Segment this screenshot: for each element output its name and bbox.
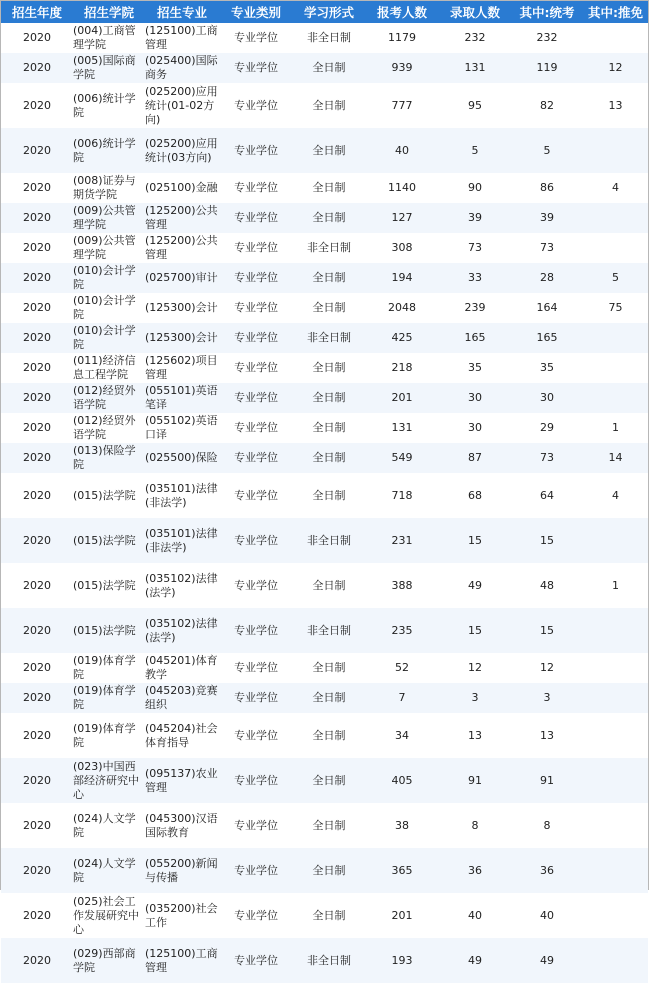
- cell-college: (015)法学院: [73, 488, 136, 502]
- cell-category: 专业学位: [234, 361, 278, 374]
- table-row: [1, 518, 648, 563]
- cell-category: 专业学位: [219, 53, 293, 83]
- cell-major: (045204)社会体育指导: [145, 721, 218, 749]
- cell-recommended: [583, 128, 648, 173]
- cell-study-mode: 全日制: [293, 683, 365, 713]
- cell-unified-exam: 28: [511, 263, 583, 293]
- cell-admitted: 12: [468, 661, 482, 674]
- cell-college: (023)中国西部经济研究中心: [73, 758, 145, 803]
- cell-applicants: 425: [365, 323, 439, 353]
- cell-applicants: 40: [365, 128, 439, 173]
- header-major: 招生专业: [145, 1, 219, 23]
- cell-admitted: 30: [439, 383, 511, 413]
- cell-recommended: [583, 683, 648, 713]
- cell-college: (024)人文学院: [73, 811, 136, 839]
- cell-applicants: 131: [391, 421, 413, 434]
- cell-year: 2020: [23, 361, 51, 374]
- cell-college: (012)经贸外语学院: [73, 414, 136, 441]
- cell-recommended: [583, 518, 648, 563]
- cell-year: 2020: [23, 301, 51, 314]
- cell-study-mode: 全日制: [293, 383, 365, 413]
- cell-recommended: 12: [583, 53, 648, 83]
- cell-unified-exam: 164: [536, 301, 558, 314]
- cell-unified-exam: 8: [543, 818, 551, 832]
- cell-year: 2020: [23, 728, 51, 742]
- cell-study-mode: 非全日制: [293, 938, 365, 983]
- cell-category: 专业学位: [234, 818, 278, 832]
- cell-year: 2020: [1, 518, 73, 563]
- cell-major: (055102)英语口译: [145, 414, 218, 441]
- table-row: [1, 473, 648, 518]
- cell-major: (035101)法律(非法学): [145, 481, 218, 509]
- cell-applicants: 718: [391, 488, 413, 502]
- cell-college: (010)会计学院: [73, 263, 145, 293]
- cell-category: 专业学位: [219, 263, 293, 293]
- cell-college: (011)经济信息工程学院: [73, 354, 136, 381]
- cell-study-mode: 全日制: [312, 181, 346, 194]
- cell-admitted: 90: [468, 181, 482, 194]
- cell-recommended: [583, 23, 648, 53]
- cell-college: (006)统计学院: [73, 91, 136, 119]
- cell-major: (025400)国际商务: [145, 54, 218, 81]
- cell-applicants: 388: [391, 578, 413, 592]
- cell-unified-exam: 82: [540, 98, 554, 112]
- table-row: [1, 83, 648, 128]
- cell-admitted: 35: [468, 361, 482, 374]
- cell-study-mode: 全日制: [312, 488, 346, 502]
- admission-table: [1, 1, 648, 983]
- cell-applicants: 365: [365, 848, 439, 893]
- cell-category: 专业学位: [219, 128, 293, 173]
- cell-year: 2020: [1, 203, 73, 233]
- cell-recommended: [583, 758, 648, 803]
- cell-admitted: 95: [468, 98, 482, 112]
- cell-year: 2020: [23, 181, 51, 194]
- cell-major: (035101)法律(非法学): [145, 518, 219, 563]
- table-row: [1, 203, 648, 233]
- cell-category: 专业学位: [219, 608, 293, 653]
- cell-recommended: [583, 323, 648, 353]
- header-admitted: 录取人数: [439, 1, 511, 23]
- cell-admitted: 68: [468, 488, 482, 502]
- cell-year: 2020: [23, 488, 51, 502]
- cell-category: 专业学位: [219, 323, 293, 353]
- cell-year: 2020: [1, 383, 73, 413]
- cell-study-mode: 全日制: [293, 443, 365, 473]
- cell-unified-exam: 12: [540, 661, 554, 674]
- table-row: [1, 683, 648, 713]
- cell-category: 专业学位: [219, 443, 293, 473]
- cell-year: 2020: [23, 421, 51, 434]
- cell-category: 专业学位: [234, 31, 278, 44]
- cell-college: (019)体育学院: [73, 721, 136, 749]
- cell-unified-exam: 39: [511, 203, 583, 233]
- cell-applicants: 34: [395, 728, 409, 742]
- cell-unified-exam: 119: [511, 53, 583, 83]
- table-row: [1, 383, 648, 413]
- cell-study-mode: 非全日制: [293, 608, 365, 653]
- cell-college: (010)会计学院: [73, 294, 136, 321]
- cell-category: 专业学位: [234, 661, 278, 674]
- cell-applicants: 194: [365, 263, 439, 293]
- cell-recommended: 1: [612, 578, 619, 592]
- cell-study-mode: 全日制: [293, 758, 365, 803]
- cell-college: (019)体育学院: [73, 654, 136, 681]
- cell-college: (012)经贸外语学院: [73, 383, 145, 413]
- cell-category: 专业学位: [219, 683, 293, 713]
- cell-applicants: 1140: [388, 181, 416, 194]
- cell-major: (025500)保险: [145, 443, 219, 473]
- cell-study-mode: 全日制: [293, 263, 365, 293]
- cell-admitted: 131: [439, 53, 511, 83]
- cell-study-mode: 全日制: [293, 53, 365, 83]
- cell-admitted: 36: [439, 848, 511, 893]
- cell-college: (015)法学院: [73, 608, 145, 653]
- cell-applicants: 38: [395, 818, 409, 832]
- cell-year: 2020: [1, 53, 73, 83]
- cell-admitted: 15: [439, 518, 511, 563]
- table-row: [1, 713, 648, 758]
- cell-admitted: 13: [468, 728, 482, 742]
- cell-major: (035200)社会工作: [145, 901, 218, 929]
- cell-admitted: 232: [464, 31, 486, 44]
- cell-study-mode: 全日制: [312, 818, 346, 832]
- cell-major: (095137)农业管理: [145, 758, 219, 803]
- cell-major: (025100)金融: [145, 181, 218, 194]
- cell-major: (025200)应用统计(01-02方向): [145, 84, 218, 126]
- cell-applicants: 52: [395, 661, 409, 674]
- cell-college: (008)证券与期货学院: [73, 174, 136, 201]
- cell-recommended: 4: [612, 181, 619, 194]
- cell-study-mode: 全日制: [312, 908, 346, 922]
- cell-category: 专业学位: [234, 181, 278, 194]
- cell-applicants: 549: [365, 443, 439, 473]
- cell-year: 2020: [23, 818, 51, 832]
- cell-major: (125200)公共管理: [145, 234, 218, 261]
- cell-recommended: 4: [612, 488, 619, 502]
- table-row: [1, 413, 648, 443]
- cell-major: (025200)应用统计(03方向): [145, 128, 219, 173]
- cell-year: 2020: [23, 241, 51, 254]
- cell-college: (015)法学院: [73, 578, 136, 592]
- cell-recommended: [583, 803, 648, 848]
- cell-applicants: 1179: [388, 31, 416, 44]
- cell-major: (125300)会计: [145, 301, 218, 314]
- cell-admitted: 39: [439, 203, 511, 233]
- cell-unified-exam: 91: [511, 758, 583, 803]
- cell-recommended: [583, 653, 648, 683]
- cell-recommended: 14: [583, 443, 648, 473]
- cell-study-mode: 非全日制: [307, 241, 351, 254]
- cell-applicants: 201: [391, 908, 413, 922]
- cell-admitted: 30: [468, 421, 482, 434]
- cell-year: 2020: [1, 683, 73, 713]
- cell-unified-exam: 36: [511, 848, 583, 893]
- cell-unified-exam: 165: [511, 323, 583, 353]
- cell-admitted: 73: [468, 241, 482, 254]
- cell-applicants: 405: [365, 758, 439, 803]
- cell-category: 专业学位: [219, 938, 293, 983]
- cell-study-mode: 非全日制: [293, 323, 365, 353]
- cell-major: (125300)会计: [145, 323, 219, 353]
- cell-major: (045300)汉语国际教育: [145, 811, 218, 839]
- cell-category: 专业学位: [219, 203, 293, 233]
- header-applicants: 报考人数: [365, 1, 439, 23]
- cell-college: (009)公共管理学院: [73, 203, 145, 233]
- cell-category: 专业学位: [219, 758, 293, 803]
- cell-college: (013)保险学院: [73, 443, 145, 473]
- cell-category: 专业学位: [234, 578, 278, 592]
- header-category: 专业类别: [219, 1, 293, 23]
- cell-admitted: 49: [439, 938, 511, 983]
- table-row: [1, 443, 648, 473]
- cell-category: 专业学位: [219, 518, 293, 563]
- cell-recommended: [583, 233, 648, 263]
- header-study-mode: 学习形式: [293, 1, 365, 23]
- cell-unified-exam: 64: [540, 488, 554, 502]
- cell-year: 2020: [23, 31, 51, 44]
- header-college: 招生学院: [73, 1, 145, 23]
- cell-year: 2020: [23, 98, 51, 112]
- cell-major: (045201)体育教学: [145, 654, 218, 681]
- cell-admitted: 8: [471, 818, 479, 832]
- cell-admitted: 165: [439, 323, 511, 353]
- table-row: [1, 23, 648, 53]
- cell-recommended: 1: [612, 421, 619, 434]
- cell-applicants: 308: [391, 241, 413, 254]
- cell-unified-exam: 49: [511, 938, 583, 983]
- cell-applicants: 201: [365, 383, 439, 413]
- cell-unified-exam: 73: [511, 443, 583, 473]
- cell-category: 专业学位: [234, 728, 278, 742]
- cell-admitted: 91: [439, 758, 511, 803]
- cell-applicants: 127: [365, 203, 439, 233]
- cell-study-mode: 全日制: [312, 578, 346, 592]
- cell-unified-exam: 13: [540, 728, 554, 742]
- cell-recommended: [583, 893, 648, 938]
- cell-year: 2020: [1, 608, 73, 653]
- cell-applicants: 235: [365, 608, 439, 653]
- table-row: [1, 608, 648, 653]
- table-row: [1, 848, 648, 893]
- cell-unified-exam: 86: [540, 181, 554, 194]
- cell-college: (009)公共管理学院: [73, 234, 136, 261]
- table-row: [1, 233, 648, 263]
- cell-college: (025)社会工作发展研究中心: [73, 894, 139, 936]
- cell-unified-exam: 5: [511, 128, 583, 173]
- cell-study-mode: 全日制: [312, 98, 346, 112]
- table-row: [1, 893, 648, 938]
- table-row: [1, 53, 648, 83]
- cell-study-mode: 全日制: [312, 728, 346, 742]
- cell-year: 2020: [1, 263, 73, 293]
- cell-major: (125602)项目管理: [145, 354, 218, 381]
- cell-admitted: 87: [439, 443, 511, 473]
- cell-major: (055200)新闻与传播: [145, 848, 219, 893]
- cell-applicants: 777: [391, 98, 413, 112]
- cell-year: 2020: [1, 323, 73, 353]
- cell-college: (029)西部商学院: [73, 938, 145, 983]
- cell-category: 专业学位: [234, 241, 278, 254]
- cell-year: 2020: [1, 128, 73, 173]
- cell-recommended: [583, 608, 648, 653]
- cell-year: 2020: [23, 908, 51, 922]
- cell-college: (015)法学院: [73, 518, 145, 563]
- header-unified-exam: 其中:统考: [511, 1, 583, 23]
- table-row: [1, 563, 648, 608]
- table-row: [1, 353, 648, 383]
- cell-recommended: 13: [608, 98, 623, 112]
- table-body: [1, 23, 648, 983]
- table-row: [1, 653, 648, 683]
- cell-applicants: 231: [365, 518, 439, 563]
- cell-recommended: [583, 203, 648, 233]
- cell-study-mode: 非全日制: [307, 31, 351, 44]
- table-row: [1, 938, 648, 983]
- cell-recommended: [583, 383, 648, 413]
- table-row: [1, 128, 648, 173]
- cell-admitted: 40: [468, 908, 482, 922]
- cell-admitted: 15: [439, 608, 511, 653]
- cell-recommended: [583, 353, 648, 383]
- cell-college: (004)工商管理学院: [73, 24, 136, 51]
- cell-year: 2020: [1, 848, 73, 893]
- cell-year: 2020: [1, 938, 73, 983]
- cell-major: (055101)英语笔译: [145, 384, 218, 411]
- cell-study-mode: 全日制: [312, 421, 346, 434]
- cell-category: 专业学位: [234, 98, 278, 112]
- cell-unified-exam: 48: [540, 578, 554, 592]
- table-row: [1, 758, 648, 803]
- cell-unified-exam: 232: [536, 31, 558, 44]
- cell-study-mode: 全日制: [312, 361, 346, 374]
- cell-major: (125200)公共管理: [145, 204, 218, 231]
- table-row: [1, 173, 648, 203]
- cell-admitted: 33: [439, 263, 511, 293]
- cell-recommended: 75: [608, 301, 623, 314]
- cell-year: 2020: [23, 661, 51, 674]
- cell-category: 专业学位: [234, 488, 278, 502]
- cell-recommended: [583, 848, 648, 893]
- cell-recommended: 5: [583, 263, 648, 293]
- cell-college: (024)人文学院: [73, 848, 145, 893]
- cell-category: 专业学位: [219, 383, 293, 413]
- cell-applicants: 218: [391, 361, 413, 374]
- cell-applicants: 939: [365, 53, 439, 83]
- header-year: 招生年度: [1, 1, 73, 23]
- table-row: [1, 293, 648, 323]
- cell-category: 专业学位: [234, 908, 278, 922]
- cell-college: (010)会计学院: [73, 323, 145, 353]
- cell-study-mode: 非全日制: [293, 518, 365, 563]
- table-row: [1, 803, 648, 848]
- cell-study-mode: 全日制: [293, 848, 365, 893]
- cell-study-mode: 全日制: [293, 203, 365, 233]
- cell-major: (025700)审计: [145, 263, 219, 293]
- cell-study-mode: 全日制: [312, 301, 346, 314]
- cell-college: (006)统计学院: [73, 128, 145, 173]
- cell-category: 专业学位: [219, 848, 293, 893]
- cell-unified-exam: 40: [540, 908, 554, 922]
- cell-applicants: 7: [365, 683, 439, 713]
- cell-recommended: [583, 713, 648, 758]
- cell-study-mode: 全日制: [312, 661, 346, 674]
- cell-category: 专业学位: [234, 421, 278, 434]
- cell-admitted: 49: [468, 578, 482, 592]
- cell-major: (045203)竞赛组织: [145, 684, 218, 711]
- header-recommended: 其中:推免: [583, 1, 648, 23]
- cell-major: (035102)法律(法学): [145, 608, 219, 653]
- cell-college: (019)体育学院: [73, 683, 145, 713]
- cell-unified-exam: 30: [511, 383, 583, 413]
- cell-unified-exam: 29: [540, 421, 554, 434]
- table-row: [1, 323, 648, 353]
- cell-major: (125100)工商管理: [145, 938, 219, 983]
- cell-major: (125100)工商管理: [145, 24, 218, 51]
- cell-category: 专业学位: [234, 301, 278, 314]
- cell-unified-exam: 15: [511, 608, 583, 653]
- cell-college: (005)国际商学院: [73, 53, 145, 83]
- cell-year: 2020: [1, 758, 73, 803]
- cell-recommended: [583, 938, 648, 983]
- cell-admitted: 239: [464, 301, 486, 314]
- cell-unified-exam: 15: [511, 518, 583, 563]
- cell-year: 2020: [1, 443, 73, 473]
- cell-admitted: 5: [439, 128, 511, 173]
- cell-study-mode: 全日制: [293, 128, 365, 173]
- cell-admitted: 3: [439, 683, 511, 713]
- table-row: [1, 263, 648, 293]
- cell-major: (035102)法律(法学): [145, 571, 218, 599]
- cell-unified-exam: 35: [540, 361, 554, 374]
- cell-unified-exam: 73: [540, 241, 554, 254]
- cell-year: 2020: [23, 578, 51, 592]
- table-header-row: [1, 1, 648, 23]
- cell-applicants: 193: [365, 938, 439, 983]
- cell-unified-exam: 3: [511, 683, 583, 713]
- cell-applicants: 2048: [388, 301, 416, 314]
